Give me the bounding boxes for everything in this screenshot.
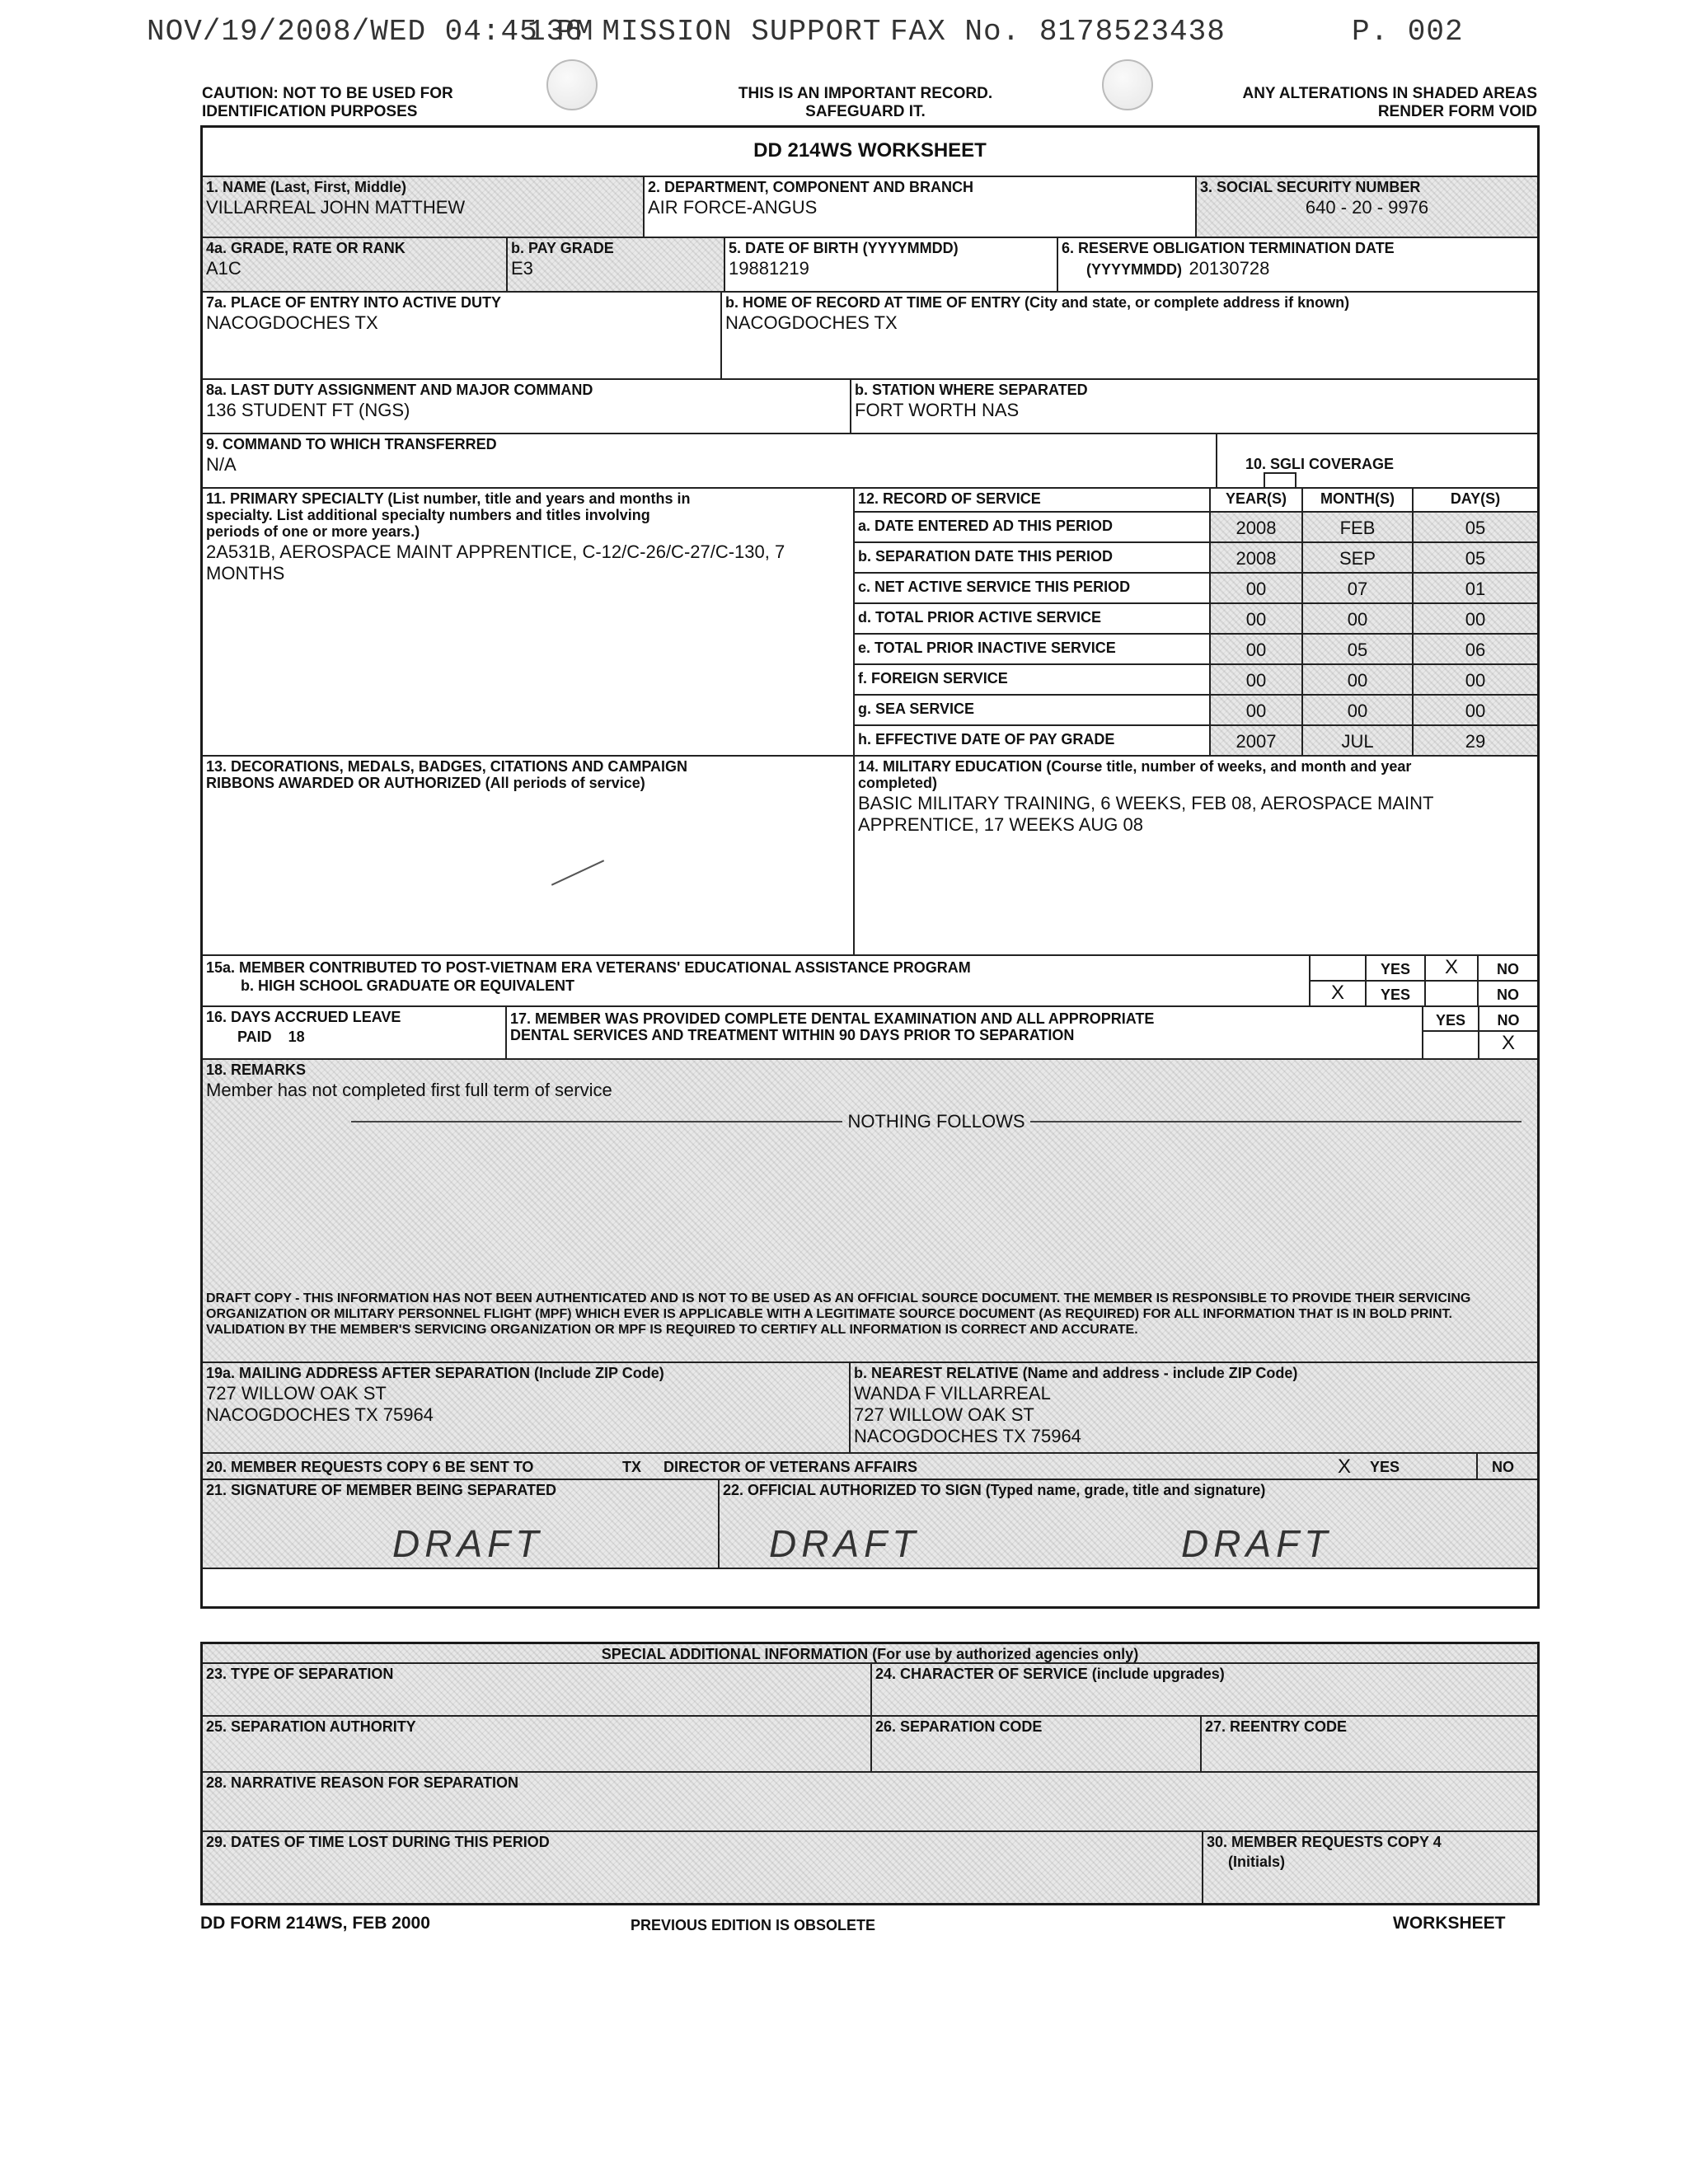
17-no-label: NO — [1479, 1007, 1537, 1032]
field-23 — [203, 1664, 872, 1717]
record-row-year: 00 — [1211, 604, 1303, 635]
field-16-value: PAID 18 — [237, 1029, 305, 1045]
record-row-year: 00 — [1211, 696, 1303, 726]
punch-hole-right — [1102, 59, 1153, 110]
record-row-year: 2008 — [1211, 513, 1303, 543]
field-18-value: Member has not completed first full term of service — [206, 1080, 612, 1100]
field-27-label: 27. REENTRY CODE — [1205, 1718, 1348, 1735]
20-yes-box[interactable]: X — [1337, 1455, 1351, 1478]
field-30-sub: (Initials) — [1228, 1854, 1286, 1870]
field-15a-label: 15a. MEMBER CONTRIBUTED TO POST-VIETNAM ERA VETERANS' EDUCATIONAL ASSISTANCE PROGRAM — [206, 959, 971, 976]
field-14-value: BASIC MILITARY TRAINING, 6 WEEKS, FEB 08, AEROSPACE MAINT APPRENTICE, 17 WEEKS AUG 08 — [858, 793, 1434, 835]
field-14-label: 14. MILITARY EDUCATION (Course title, number of weeks, and month and year completed) — [858, 758, 1412, 791]
field-17-dental — [507, 1007, 1537, 1060]
record-row-year: 2007 — [1211, 726, 1303, 757]
field-26 — [872, 1717, 1202, 1773]
field-27 — [1202, 1717, 1537, 1773]
field-17-label: 17. MEMBER WAS PROVIDED COMPLETE DENTAL EXAMINATION AND ALL APPROPRIATE DENTAL SERVICES AND TREATMENT WITHIN 90 DAYS PRIOR TO SEPARATION — [510, 1010, 1155, 1043]
pen-scribble — [551, 860, 604, 885]
special-title: SPECIAL ADDITIONAL INFORMATION (For use by authorized agencies only) — [601, 1646, 1139, 1662]
fax-number: FAX No. 8178523438 — [890, 15, 1226, 49]
special-info-section — [200, 1642, 1540, 1905]
field-8b-label: b. STATION WHERE SEPARATED — [855, 382, 1088, 398]
dd214ws-form — [200, 125, 1540, 1609]
field-29 — [203, 1832, 1203, 1903]
caution-note: CAUTION: NOT TO BE USED FOR IDENTIFICATION PURPOSES — [202, 85, 453, 120]
record-row-day: 05 — [1414, 543, 1537, 574]
form-title: DD 214WS WORKSHEET — [753, 139, 987, 162]
footer-worksheet: WORKSHEET — [1393, 1914, 1506, 1933]
sgli-none-checkbox[interactable] — [1264, 472, 1296, 489]
15b-yes-label: YES — [1380, 987, 1411, 1003]
record-row-month: SEP — [1303, 543, 1414, 574]
field-8b-value: FORT WORTH NAS — [855, 400, 1020, 420]
15a-no-box[interactable]: X — [1426, 956, 1477, 982]
field-2-branch — [645, 177, 1197, 238]
20-no-label: NO — [1492, 1459, 1514, 1475]
record-row-year: 2008 — [1211, 543, 1303, 574]
record-row-day: 29 — [1414, 726, 1537, 757]
field-28 — [203, 1773, 1537, 1832]
field-28-label: 28. NARRATIVE REASON FOR SEPARATION — [206, 1774, 519, 1791]
field-7b-home — [722, 293, 1537, 380]
field-30-label: 30. MEMBER REQUESTS COPY 4 — [1207, 1834, 1442, 1850]
punch-hole-left — [546, 59, 598, 110]
15a-no-label: NO — [1479, 956, 1537, 982]
field-19b-line1: WANDA F VILLARREAL — [854, 1383, 1051, 1404]
nothing-follows: NOTHING FOLLOWS — [847, 1111, 1025, 1132]
field-7a-entry — [203, 293, 722, 380]
record-row-label: h. EFFECTIVE DATE OF PAY GRADE — [855, 726, 1211, 757]
field-6-label: 6. RESERVE OBLIGATION TERMINATION DATE — [1062, 240, 1395, 256]
field-8a-assignment — [203, 380, 851, 434]
record-row-year: 00 — [1211, 574, 1303, 604]
15b-yes-box[interactable]: X — [1330, 982, 1344, 1004]
field-11-value: 2A531B, AEROSPACE MAINT APPRENTICE, C-12/C-26/C-27/C-130, 7 MONTHS — [206, 541, 785, 583]
field-5-value: 19881219 — [729, 258, 809, 279]
field-24 — [872, 1664, 1537, 1717]
footer-form-id: DD FORM 214WS, FEB 2000 — [200, 1914, 430, 1933]
field-3-label: 3. SOCIAL SECURITY NUMBER — [1200, 179, 1421, 195]
draft-stamp-3: DRAFT — [1181, 1522, 1333, 1565]
record-row-label: d. TOTAL PRIOR ACTIVE SERVICE — [855, 604, 1211, 635]
field-20-label: 20. MEMBER REQUESTS COPY 6 BE SENT TO — [206, 1459, 534, 1475]
record-row-month: 00 — [1303, 696, 1414, 726]
field-4a-value: A1C — [206, 258, 241, 279]
draft-stamp-2: DRAFT — [769, 1522, 921, 1565]
field-22-official — [720, 1480, 1537, 1569]
field-7a-label: 7a. PLACE OF ENTRY INTO ACTIVE DUTY — [206, 294, 502, 311]
15a-yes-label: YES — [1367, 956, 1424, 982]
field-11-specialty — [203, 489, 855, 757]
field-4b-paygrade — [508, 238, 725, 293]
field-7b-label: b. HOME OF RECORD AT TIME OF ENTRY (City and state, or complete address if known) — [725, 294, 1350, 311]
20-yes-label: YES — [1370, 1459, 1400, 1475]
form-title-cell — [203, 128, 1537, 177]
field-8b-station — [851, 380, 1537, 434]
field-19a-label: 19a. MAILING ADDRESS AFTER SEPARATION (Include ZIP Code) — [206, 1365, 664, 1381]
field-20-copy — [203, 1454, 1537, 1480]
field-12-record-of-service — [855, 489, 1537, 757]
field-5-dob — [725, 238, 1058, 293]
record-row-label: c. NET ACTIVE SERVICE THIS PERIOD — [855, 574, 1211, 604]
field-26-label: 26. SEPARATION CODE — [875, 1718, 1043, 1735]
field-4b-value: E3 — [511, 258, 533, 279]
col-day-header: DAY(S) — [1414, 489, 1537, 513]
field-7a-value: NACOGDOCHES TX — [206, 312, 378, 333]
15a-yes-box[interactable] — [1311, 956, 1365, 982]
record-row-label: e. TOTAL PRIOR INACTIVE SERVICE — [855, 635, 1211, 665]
draft-stamp-1: DRAFT — [392, 1522, 544, 1565]
field-2-value: AIR FORCE-ANGUS — [648, 197, 818, 218]
field-1-name — [203, 177, 645, 238]
record-row-month: FEB — [1303, 513, 1414, 543]
field-23-label: 23. TYPE OF SEPARATION — [206, 1666, 394, 1682]
field-30 — [1203, 1832, 1537, 1903]
field-8a-label: 8a. LAST DUTY ASSIGNMENT AND MAJOR COMMAND — [206, 382, 593, 398]
field-1-value: VILLARREAL JOHN MATTHEW — [206, 197, 466, 218]
draft-disclaimer: DRAFT COPY - THIS INFORMATION HAS NOT BEEN AUTHENTICATED AND IS NOT TO BE USED AS AN OFFICIAL SOURCE DOCUMENT. THE MEMBER IS RESPONSIBLE TO PROVIDE THEIR SERVICING ORGANIZATION OR MILITARY PERSONNEL FLIGHT (MPF) WHICH EVER IS APPLICABLE WITH A LEGITIMATE SOURCE DOCUMENT (AS REQUIRED) FOR ALL INFORMATION THAT IS IN BOLD PRINT. VALIDATION BY THE MEMBER'S SERVICING ORGANIZATION OR MPF IS REQUIRED TO CERTIFY ALL INFORMATION IS CORRECT AND ACCURATE. — [206, 1291, 1475, 1337]
field-16-leave — [203, 1007, 507, 1060]
field-1-label: 1. NAME (Last, First, Middle) — [206, 179, 407, 195]
field-14-education — [855, 757, 1537, 956]
record-row-day: 00 — [1414, 604, 1537, 635]
field-19b-label: b. NEAREST RELATIVE (Name and address - include ZIP Code) — [854, 1365, 1298, 1381]
field-16-label: 16. DAYS ACCRUED LEAVE — [206, 1009, 401, 1025]
field-9-label: 9. COMMAND TO WHICH TRANSFERRED — [206, 436, 497, 452]
record-row-month: 00 — [1303, 665, 1414, 696]
col-month-header: MONTH(S) — [1303, 489, 1414, 513]
field-7b-value: NACOGDOCHES TX — [725, 312, 898, 333]
record-row-label: a. DATE ENTERED AD THIS PERIOD — [855, 513, 1211, 543]
alterations-note: ANY ALTERATIONS IN SHADED AREAS RENDER FORM VOID — [1242, 85, 1537, 120]
fax-page: P. 002 — [1352, 15, 1464, 49]
record-row-day: 00 — [1414, 665, 1537, 696]
field-9-command — [203, 434, 1217, 489]
field-10-sgli — [1217, 434, 1537, 489]
record-row-label: g. SEA SERVICE — [855, 696, 1211, 726]
field-2-label: 2. DEPARTMENT, COMPONENT AND BRANCH — [648, 179, 974, 195]
field-11-label: 11. PRIMARY SPECIALTY (List number, title and years and months in specialty. List additional specialty numbers and titles involving periods of one or more years.) — [206, 490, 691, 540]
field-3-ssn — [1197, 177, 1537, 238]
field-19a-address — [203, 1363, 851, 1454]
field-19b-relative — [851, 1363, 1537, 1454]
field-20-dest: DIRECTOR OF VETERANS AFFAIRS — [663, 1459, 918, 1475]
field-15 — [203, 956, 1537, 1007]
field-19b-line3: NACOGDOCHES TX 75964 — [854, 1426, 1081, 1446]
record-row-month: 00 — [1303, 604, 1414, 635]
record-row-day: 06 — [1414, 635, 1537, 665]
record-row-day: 00 — [1414, 696, 1537, 726]
record-row-label: f. FOREIGN SERVICE — [855, 665, 1211, 696]
record-row-day: 01 — [1414, 574, 1537, 604]
record-row-year: 00 — [1211, 635, 1303, 665]
field-29-label: 29. DATES OF TIME LOST DURING THIS PERIOD — [206, 1834, 550, 1850]
field-6-value: 20130728 — [1189, 258, 1270, 279]
field-4a-grade — [203, 238, 508, 293]
field-19b-line2: 727 WILLOW OAK ST — [854, 1404, 1034, 1425]
record-row-day: 05 — [1414, 513, 1537, 543]
field-19a-line1: 727 WILLOW OAK ST — [206, 1383, 387, 1404]
17-no-box[interactable]: X — [1501, 1032, 1515, 1054]
field-6-reserve — [1058, 238, 1537, 293]
record-row-label: b. SEPARATION DATE THIS PERIOD — [855, 543, 1211, 574]
field-25-label: 25. SEPARATION AUTHORITY — [206, 1718, 416, 1735]
important-note: THIS IS AN IMPORTANT RECORD. SAFEGUARD IT. — [738, 85, 993, 120]
field-4a-label: 4a. GRADE, RATE OR RANK — [206, 240, 406, 256]
record-row-month: JUL — [1303, 726, 1414, 757]
field-8a-value: 136 STUDENT FT (NGS) — [206, 400, 410, 420]
field-15b-label: b. HIGH SCHOOL GRADUATE OR EQUIVALENT — [241, 977, 575, 994]
field-3-value: 640 - 20 - 9976 — [1305, 197, 1429, 218]
15b-no-label: NO — [1497, 987, 1519, 1003]
fax-timestamp: NOV/19/2008/WED 04:45 PM — [147, 15, 594, 49]
field-13-decorations — [203, 757, 855, 956]
footer-edition: PREVIOUS EDITION IS OBSOLETE — [631, 1917, 876, 1933]
fax-sender: 136 MISSION SUPPORT — [528, 15, 882, 49]
field-13-label: 13. DECORATIONS, MEDALS, BADGES, CITATIONS AND CAMPAIGN RIBBONS AWARDED OR AUTHORIZED (All periods of service) — [206, 758, 688, 791]
field-18-remarks — [203, 1060, 1537, 1363]
field-5-label: 5. DATE OF BIRTH (YYYYMMDD) — [729, 240, 959, 256]
record-row-year: 00 — [1211, 665, 1303, 696]
field-21-signature — [203, 1480, 720, 1569]
record-title: 12. RECORD OF SERVICE — [858, 490, 1041, 507]
record-row-month: 07 — [1303, 574, 1414, 604]
field-25 — [203, 1717, 872, 1773]
field-9-value: N/A — [206, 454, 237, 475]
col-year-header: YEAR(S) — [1211, 489, 1303, 513]
17-yes-label: YES — [1423, 1007, 1478, 1032]
field-20-state: TX — [622, 1459, 642, 1475]
field-18-label: 18. REMARKS — [206, 1062, 307, 1078]
field-24-label: 24. CHARACTER OF SERVICE (include upgrades) — [875, 1666, 1225, 1682]
record-row-month: 05 — [1303, 635, 1414, 665]
field-6-sub: (YYYYMMDD) — [1086, 261, 1182, 278]
field-21-label: 21. SIGNATURE OF MEMBER BEING SEPARATED — [206, 1482, 557, 1498]
field-4b-label: b. PAY GRADE — [511, 240, 614, 256]
field-22-label: 22. OFFICIAL AUTHORIZED TO SIGN (Typed name, grade, title and signature) — [723, 1482, 1266, 1498]
field-19a-line2: NACOGDOCHES TX 75964 — [206, 1404, 434, 1425]
field-10-label: 10. SGLI COVERAGE — [1245, 456, 1395, 472]
